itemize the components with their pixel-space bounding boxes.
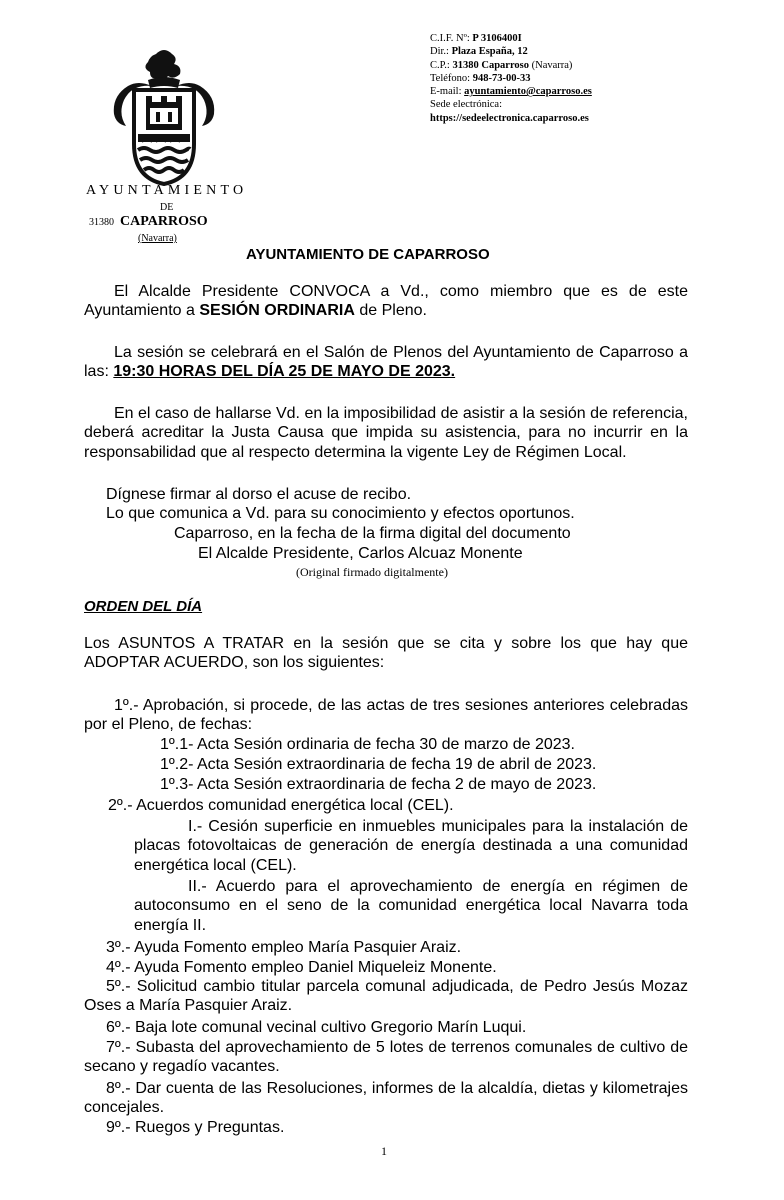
agenda-item-3: 3º.- Ayuda Fomento empleo María Pasquier Araiz. bbox=[106, 939, 462, 956]
alcalde-line: El Alcalde Presidente, Carlos Alcuaz Monente bbox=[198, 545, 523, 562]
letterhead-postal-line bbox=[89, 214, 208, 230]
agenda-item-5: 5º.- Solicitud cambio titular parcela comunal adjudicada, de Pedro Jesús Mozaz Oses a María Pasquier Araiz. bbox=[84, 978, 688, 1015]
agenda-item-9: 9º.- Ruegos y Preguntas. bbox=[106, 1119, 285, 1136]
coat-of-arms-icon bbox=[112, 46, 216, 188]
agenda-item-1: 1º.- Aprobación, si procede, de las actas de tres sesiones anteriores celebradas por el Pleno, de fechas: bbox=[84, 697, 688, 734]
acuse-recibo-line: Dígnese firmar al dorso el acuse de recibo. bbox=[106, 486, 412, 503]
paragraph-session-time: La sesión se celebrará en el Salón de Plenos del Ayuntamiento de Caparroso a las: 19:30 HORAS DEL DÍA 25 DE MAYO DE 2023. bbox=[84, 344, 688, 381]
page-number: 1 bbox=[381, 1144, 387, 1158]
intro-asuntos: Los ASUNTOS A TRATAR en la sesión que se cita y sobre los que hay que ADOPTAR ACUERDO, son los siguientes: bbox=[84, 635, 688, 672]
letterhead-region: (Navarra) bbox=[138, 233, 177, 244]
fecha-firma-line: Caparroso, en la fecha de la firma digital del documento bbox=[174, 525, 571, 542]
contact-email: E-mail: ayuntamiento@caparroso.es bbox=[430, 86, 592, 98]
email-link[interactable]: ayuntamiento@caparroso.es bbox=[464, 86, 592, 98]
contact-sede-label: Sede electrónica: bbox=[430, 99, 503, 111]
contact-block bbox=[430, 32, 592, 125]
contact-cif: C.I.F. Nº: P 3106400I bbox=[430, 33, 522, 44]
agenda-item-7: 7º.- Subasta del aprovechamiento de 5 lotes de terrenos comunales de cultivo de secano y regadío vacantes. bbox=[84, 1039, 688, 1076]
document-title: AYUNTAMIENTO DE CAPARROSO bbox=[246, 246, 490, 263]
agenda-item-8: 8º.- Dar cuenta de las Resoluciones, informes de la alcaldía, dietas y kilometrajes concejales. bbox=[84, 1080, 688, 1117]
paragraph-convocatoria: El Alcalde Presidente CONVOCA a Vd., como miembro que es de este Ayuntamiento a SESIÓN ORDINARIA de Pleno. bbox=[84, 283, 688, 320]
comunica-line: Lo que comunica a Vd. para su conocimiento y efectos oportunos. bbox=[106, 505, 575, 522]
contact-sede bbox=[430, 112, 592, 125]
agenda-item-4: 4º.- Ayuda Fomento empleo Daniel Miqueleiz Monente. bbox=[106, 959, 497, 976]
agenda-item-1-3: 1º.3- Acta Sesión extraordinaria de fecha 2 de mayo de 2023. bbox=[160, 776, 597, 793]
letterhead-cp: 31380 bbox=[89, 217, 114, 228]
agenda-item-2-i: I.- Cesión superficie en inmuebles municipales para la instalación de placas fotovoltaicas de generación de energía destinada a una comunidad energética local (CEL). bbox=[134, 818, 688, 874]
contact-phone: Teléfono: 948-73-00-33 bbox=[430, 72, 531, 84]
session-datetime: 19:30 HORAS DEL DÍA 25 DE MAYO DE 2023. bbox=[113, 363, 456, 381]
agenda-item-1-1: 1º.1- Acta Sesión ordinaria de fecha 30 de marzo de 2023. bbox=[160, 736, 575, 753]
session-type: SESIÓN ORDINARIA bbox=[199, 302, 355, 320]
agenda-item-2: 2º.- Acuerdos comunidad energética local (CEL). bbox=[108, 797, 454, 814]
contact-address: Dir.: Plaza España, 12 bbox=[430, 46, 528, 58]
paragraph-justa-causa: En el caso de hallarse Vd. en la imposibilidad de asistir a la sesión de referencia, deberá acreditar la Justa Causa que impida su asistencia, para no incurrir en la responsabilidad que al respecto determina la vigente Ley de Régimen Local. bbox=[84, 405, 688, 461]
firmado-digitalmente: (Original firmado digitalmente) bbox=[296, 565, 448, 579]
agenda-item-6: 6º.- Baja lote comunal vecinal cultivo Gregorio Marín Luqui. bbox=[106, 1019, 527, 1036]
agenda-item-2-ii: II.- Acuerdo para el aprovechamiento de energía en régimen de autoconsumo en el seno de la comunidad energética local Navarra toda energía II. bbox=[134, 878, 688, 934]
letterhead-de: DE bbox=[160, 202, 174, 213]
agenda-item-1-2: 1º.2- Acta Sesión extraordinaria de fecha 19 de abril de 2023. bbox=[160, 756, 597, 773]
letterhead-town: CAPARROSO bbox=[120, 214, 208, 229]
contact-postal: C.P.: 31380 Caparroso (Navarra) bbox=[430, 59, 573, 71]
letterhead-ayuntamiento: AYUNTAMIENTO bbox=[86, 183, 248, 198]
orden-del-dia-heading: ORDEN DEL DÍA bbox=[84, 598, 203, 615]
sede-link[interactable]: https://sedeelectronica.caparroso.es bbox=[430, 112, 589, 124]
